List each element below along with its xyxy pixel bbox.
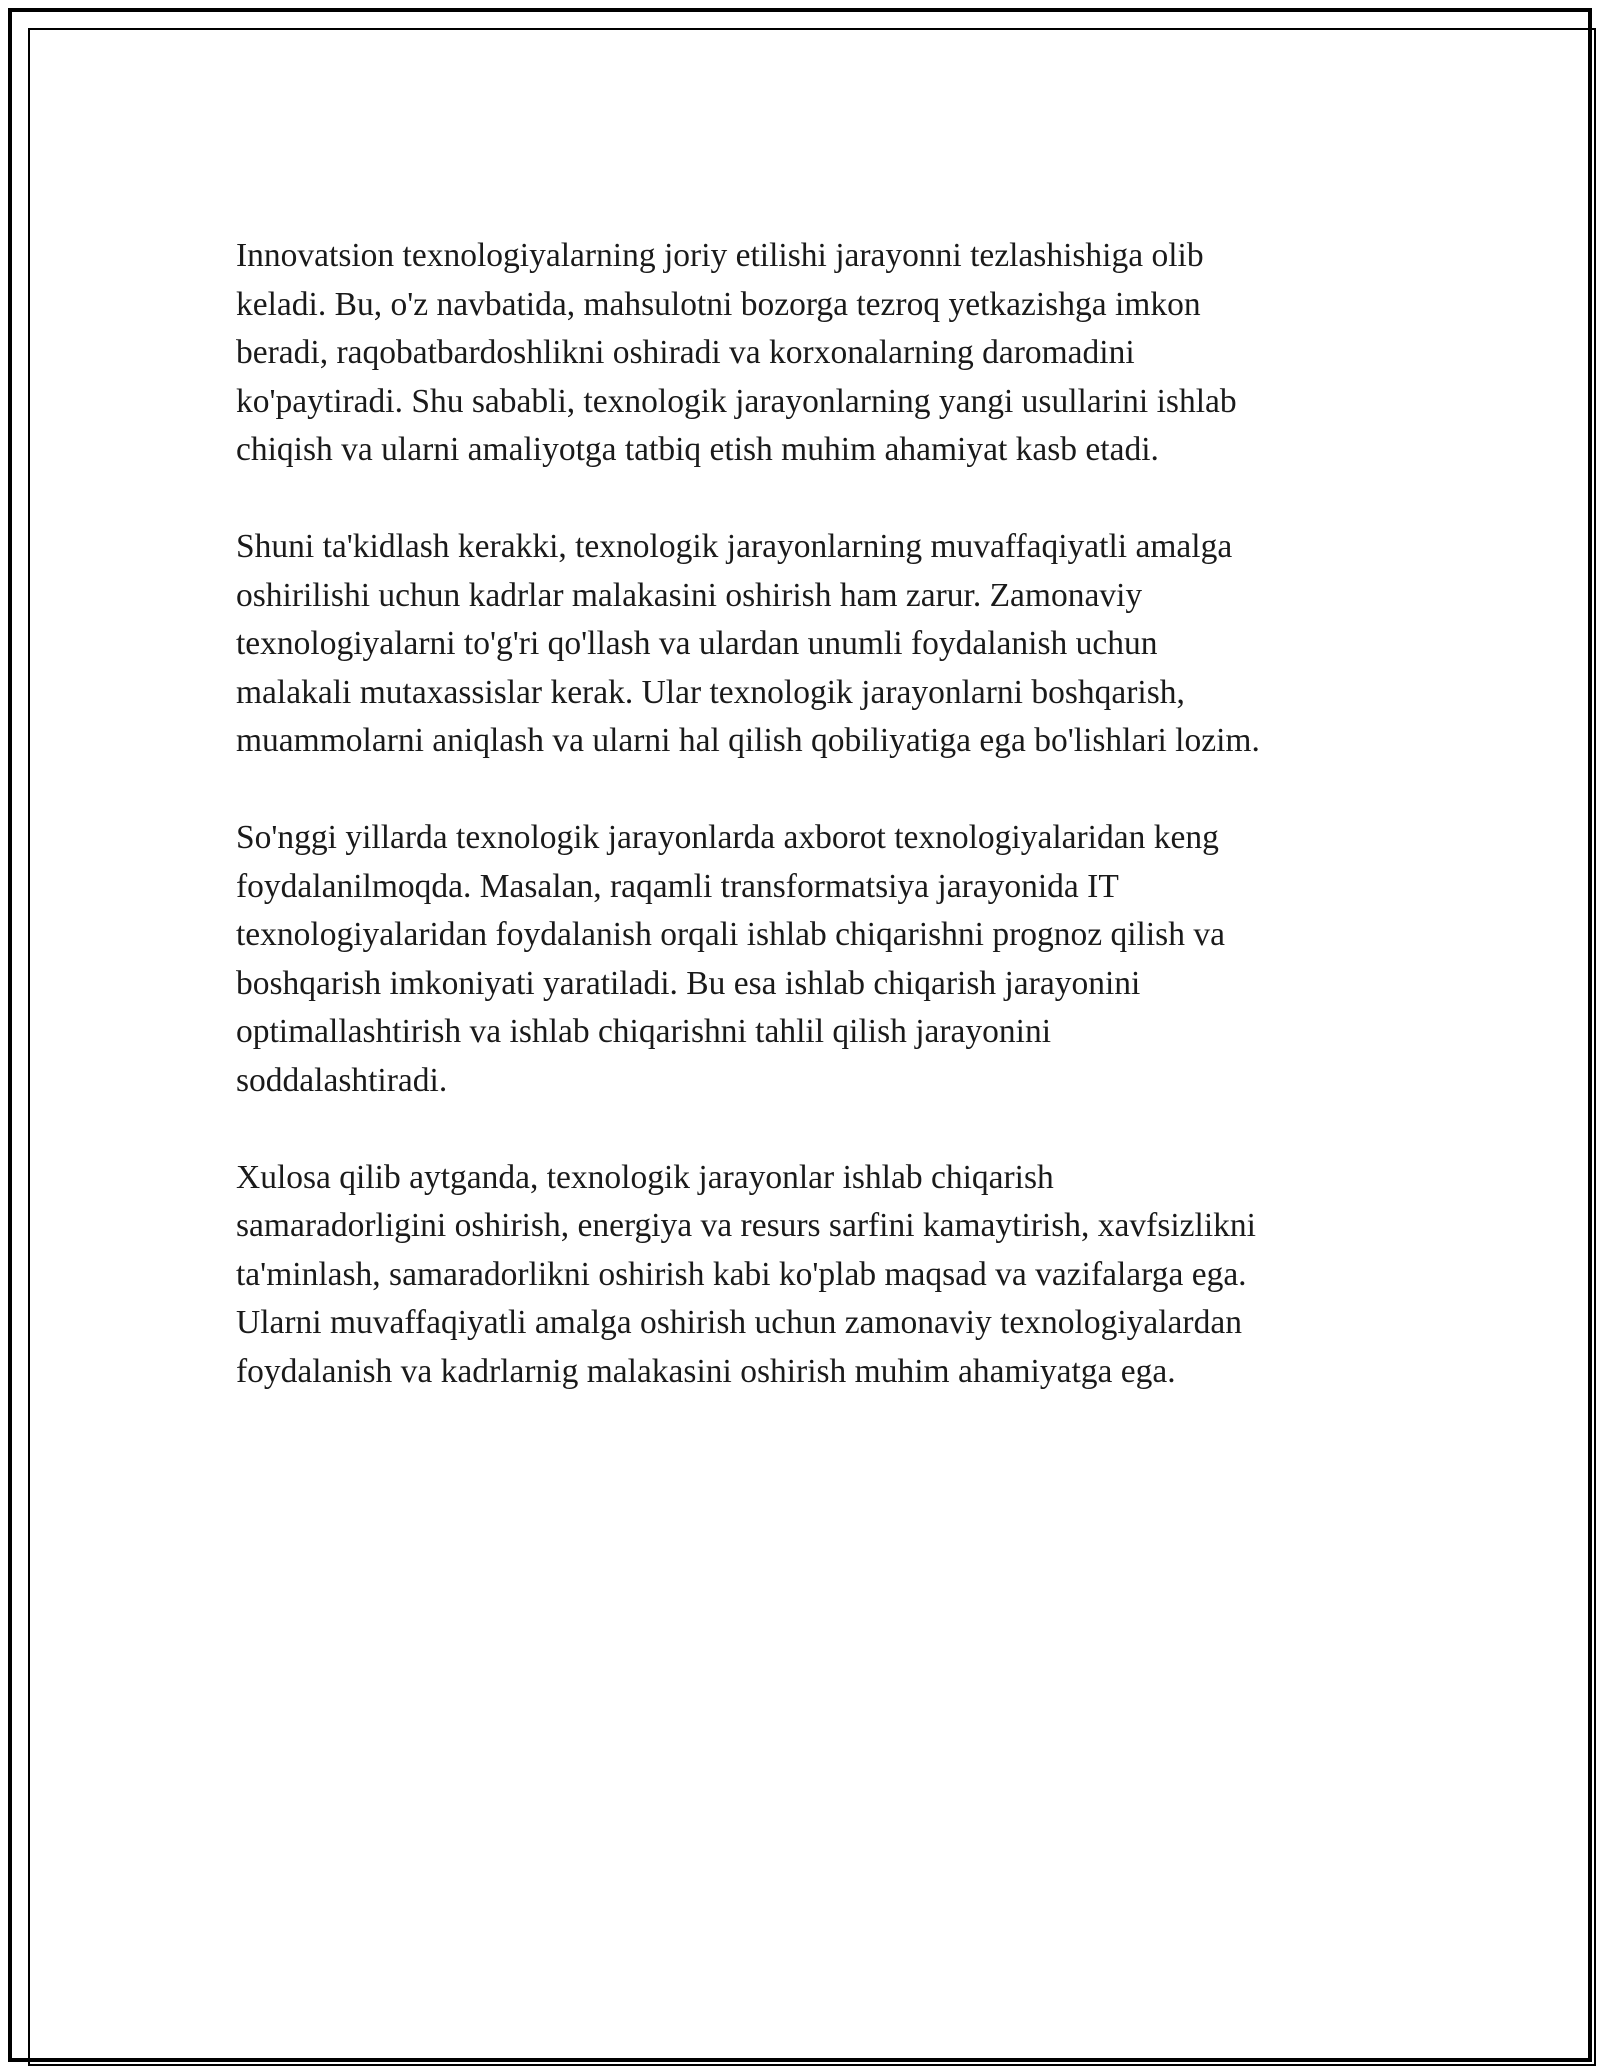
paragraph-line: keladi. Bu, o'z navbatida, mahsulotni bozorga tezroq yetkazishga imkon: [236, 285, 1201, 323]
paragraph-3: [236, 814, 1376, 1105]
paragraph-line: chiqish va ularni amaliyotga tatbiq etish muhim ahamiyat kasb etadi.: [236, 431, 1159, 468]
paragraph-line: oshirilishi uchun kadrlar malakasini oshirish ham zarur. Zamonaviy: [236, 576, 1143, 614]
paragraph-line: malakali mutaxassislar kerak. Ular texnologik jarayonlarni boshqarish,: [236, 673, 1185, 711]
paragraph-2: [236, 523, 1376, 766]
paragraph-line: soddalashtiradi.: [236, 1061, 448, 1099]
paragraph-line: ta'minlash, samaradorlikni oshirish kabi ko'plab maqsad va vazifalarga ega.: [236, 1255, 1247, 1293]
paragraph-1: [236, 232, 1376, 475]
paragraph-line: muammolarni aniqlash va ularni hal qilish qobiliyatiga ega bo'lishlari lozim.: [236, 722, 1260, 759]
paragraph-line: ko'paytiradi. Shu sababli, texnologik jarayonlarning yangi usullarini ishlab: [236, 382, 1237, 420]
paragraph-line: texnologiyalarni to'g'ri qo'llash va ulardan unumli foydalanish uchun: [236, 625, 1158, 662]
paragraph-line: Shuni ta'kidlash kerakki, texnologik jarayonlarning muvaffaqiyatli amalga: [236, 528, 1233, 565]
document-body: [236, 232, 1376, 1445]
paragraph-line: Xulosa qilib aytganda, texnologik jarayonlar ishlab chiqarish: [236, 1158, 1054, 1196]
paragraph-line: texnologiyalaridan foydalanish orqali ishlab chiqarishni prognoz qilish va: [236, 916, 1225, 953]
paragraph-line: foydalanish va kadrlarnig malakasini oshirish muhim ahamiyatga ega.: [236, 1352, 1176, 1390]
paragraph-line: samaradorligini oshirish, energiya va resurs sarfini kamaytirish, xavfsizlikni: [236, 1207, 1256, 1244]
paragraph-line: optimallashtirish va ishlab chiqarishni tahlil qilish jarayonini: [236, 1013, 1052, 1050]
paragraph-line: Ularni muvaffaqiyatli amalga oshirish uchun zamonaviy texnologiyalardan: [236, 1304, 1242, 1341]
paragraph-4: [236, 1154, 1376, 1397]
paragraph-line: So'nggi yillarda texnologik jarayonlarda axborot texnologiyalaridan keng: [236, 819, 1219, 856]
paragraph-line: Innovatsion texnologiyalarning joriy etilishi jarayonni tezlashishiga olib: [236, 237, 1204, 274]
paragraph-line: boshqarish imkoniyati yaratiladi. Bu esa ishlab chiqarish jarayonini: [236, 964, 1141, 1002]
paragraph-line: beradi, raqobatbardoshlikni oshiradi va korxonalarning daromadini: [236, 334, 1135, 371]
paragraph-line: foydalanilmoqda. Masalan, raqamli transformatsiya jarayonida IT: [236, 867, 1119, 905]
